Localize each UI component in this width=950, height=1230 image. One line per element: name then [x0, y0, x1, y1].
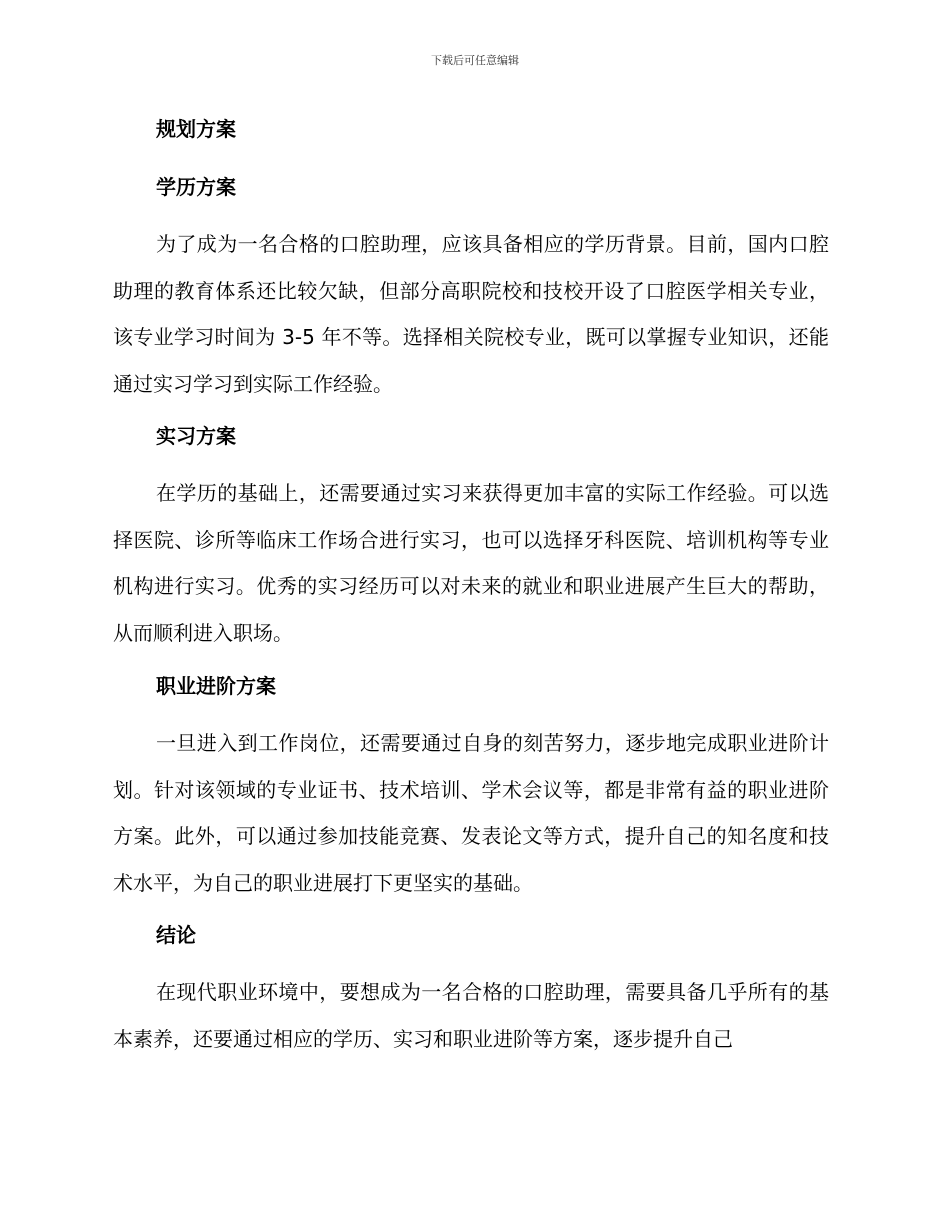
section-body-internship: 在学历的基础上，还需要通过实习来获得更加丰富的实际工作经验。可以选择医院、诊所等临床工作场合进行实习，也可以选择牙科医院、培训机构等专业机构进行实习。优秀的实习经历可以对未来的就业和职业进展产生巨大的帮助，从而顺利进入职场。 [113, 481, 829, 645]
section-heading-career: 职业进阶方案 [156, 674, 276, 698]
section-heading-plan: 规划方案 [156, 117, 236, 141]
section-heading-internship: 实习方案 [156, 424, 236, 448]
section-heading-conclusion: 结论 [156, 923, 196, 947]
section-body-education: 为了成为一名合格的口腔助理，应该具备相应的学历背景。目前，国内口腔助理的教育体系还比较欠缺，但部分高职院校和技校开设了口腔医学相关专业，该专业学习时间为 3-5 年不等。选择相关院校专业，既可以掌握专业知识，还能通过实习学习到实际工作经验。 [113, 232, 829, 396]
section-heading-education: 学历方案 [156, 175, 236, 199]
section-body-conclusion: 在现代职业环境中，要想成为一名合格的口腔助理，需要具备几乎所有的基本素养，还要通过相应的学历、实习和职业进阶等方案，逐步提升自己 [113, 980, 829, 1051]
section-body-career: 一旦进入到工作岗位，还需要通过自身的刻苦努力，逐步地完成职业进阶计划。针对该领域的专业证书、技术培训、学术会议等，都是非常有益的职业进阶方案。此外，可以通过参加技能竞赛、发表论文等方式，提升自己的知名度和技术水平，为自己的职业进展打下更坚实的基础。 [113, 731, 829, 895]
page-header-note: 下载后可任意编辑 [431, 54, 519, 67]
